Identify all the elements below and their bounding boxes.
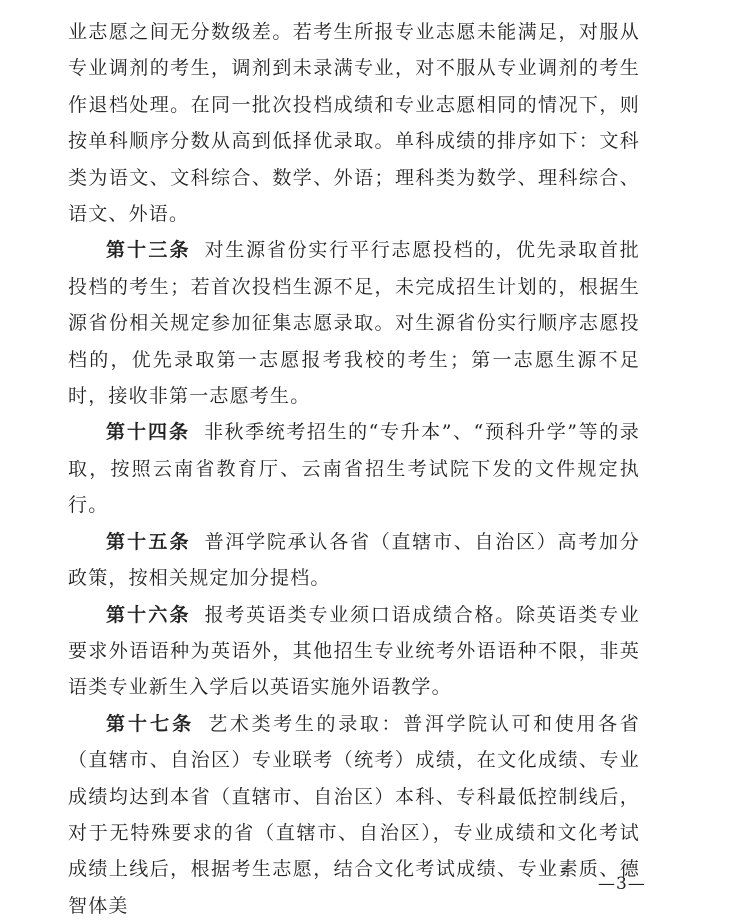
article-17-paragraph: [68, 706, 640, 924]
paragraph-text: 对生源省份实行平行志愿投档的，优先录取首批投档的考生；若首次投档生源不足，未完成招生计划的，根据生源省份相关规定参加征集志愿录取。对生源省份实行顺序志愿投档的，优先录取第一志愿报考我校的考生；第一志愿生源不足时，接收非第一志愿考生。: [68, 239, 641, 408]
paragraph-text: 报考英语类专业须口语成绩合格。除英语类专业要求外语语种为英语外，其他招生专业统考外语语种不限，非英语类专业新生入学后以英语实施外语教学。: [68, 603, 641, 699]
paragraph-continuation: [68, 14, 640, 232]
document-body: [68, 14, 640, 924]
paragraph-text: 业志愿之间无分数级差。若考生所报专业志愿未能满足，对服从专业调剂的考生，调剂到未录满专业，对不服从专业调剂的考生作退档处理。在同一批次投档成绩和专业志愿相同的情况下，则按单科顺序分数从高到低择优录取。单科成绩的排序如下：文科类为语文、文科综合、数学、外语；理科类为数学、理科综合、语文、外语。: [68, 21, 640, 226]
article-number: 第十六条: [106, 603, 191, 626]
paragraph-text: 非秋季统考招生的“专升本”、“预科升学”等的录取，按照云南省教育厅、云南省招生考试院下发的文件规定执行。: [68, 421, 640, 517]
paragraph-text: 艺术类考生的录取：普洱学院认可和使用各省（直辖市、自治区）专业联考（统考）成绩，在文化成绩、专业成绩均达到本省（直辖市、自治区）本科、专科最低控制线后，对于无特殊要求的省（直辖市、自治区），专业成绩和文化考试成绩上线后，根据考生志愿，结合文化考试成绩、专业素质、德智体美: [68, 712, 640, 917]
paragraph-text: 普洱学院承认各省（直辖市、自治区）高考加分政策，按相关规定加分提档。: [68, 530, 641, 590]
article-number: 第十七条: [106, 712, 195, 735]
article-13-paragraph: [68, 232, 640, 414]
article-number: 第十四条: [106, 421, 190, 444]
article-16-paragraph: [68, 597, 640, 706]
article-number: 第十三条: [106, 239, 191, 262]
article-14-paragraph: [68, 414, 640, 523]
page-number: —3—: [598, 874, 646, 894]
article-number: 第十五条: [106, 530, 191, 553]
article-15-paragraph: [68, 524, 640, 597]
